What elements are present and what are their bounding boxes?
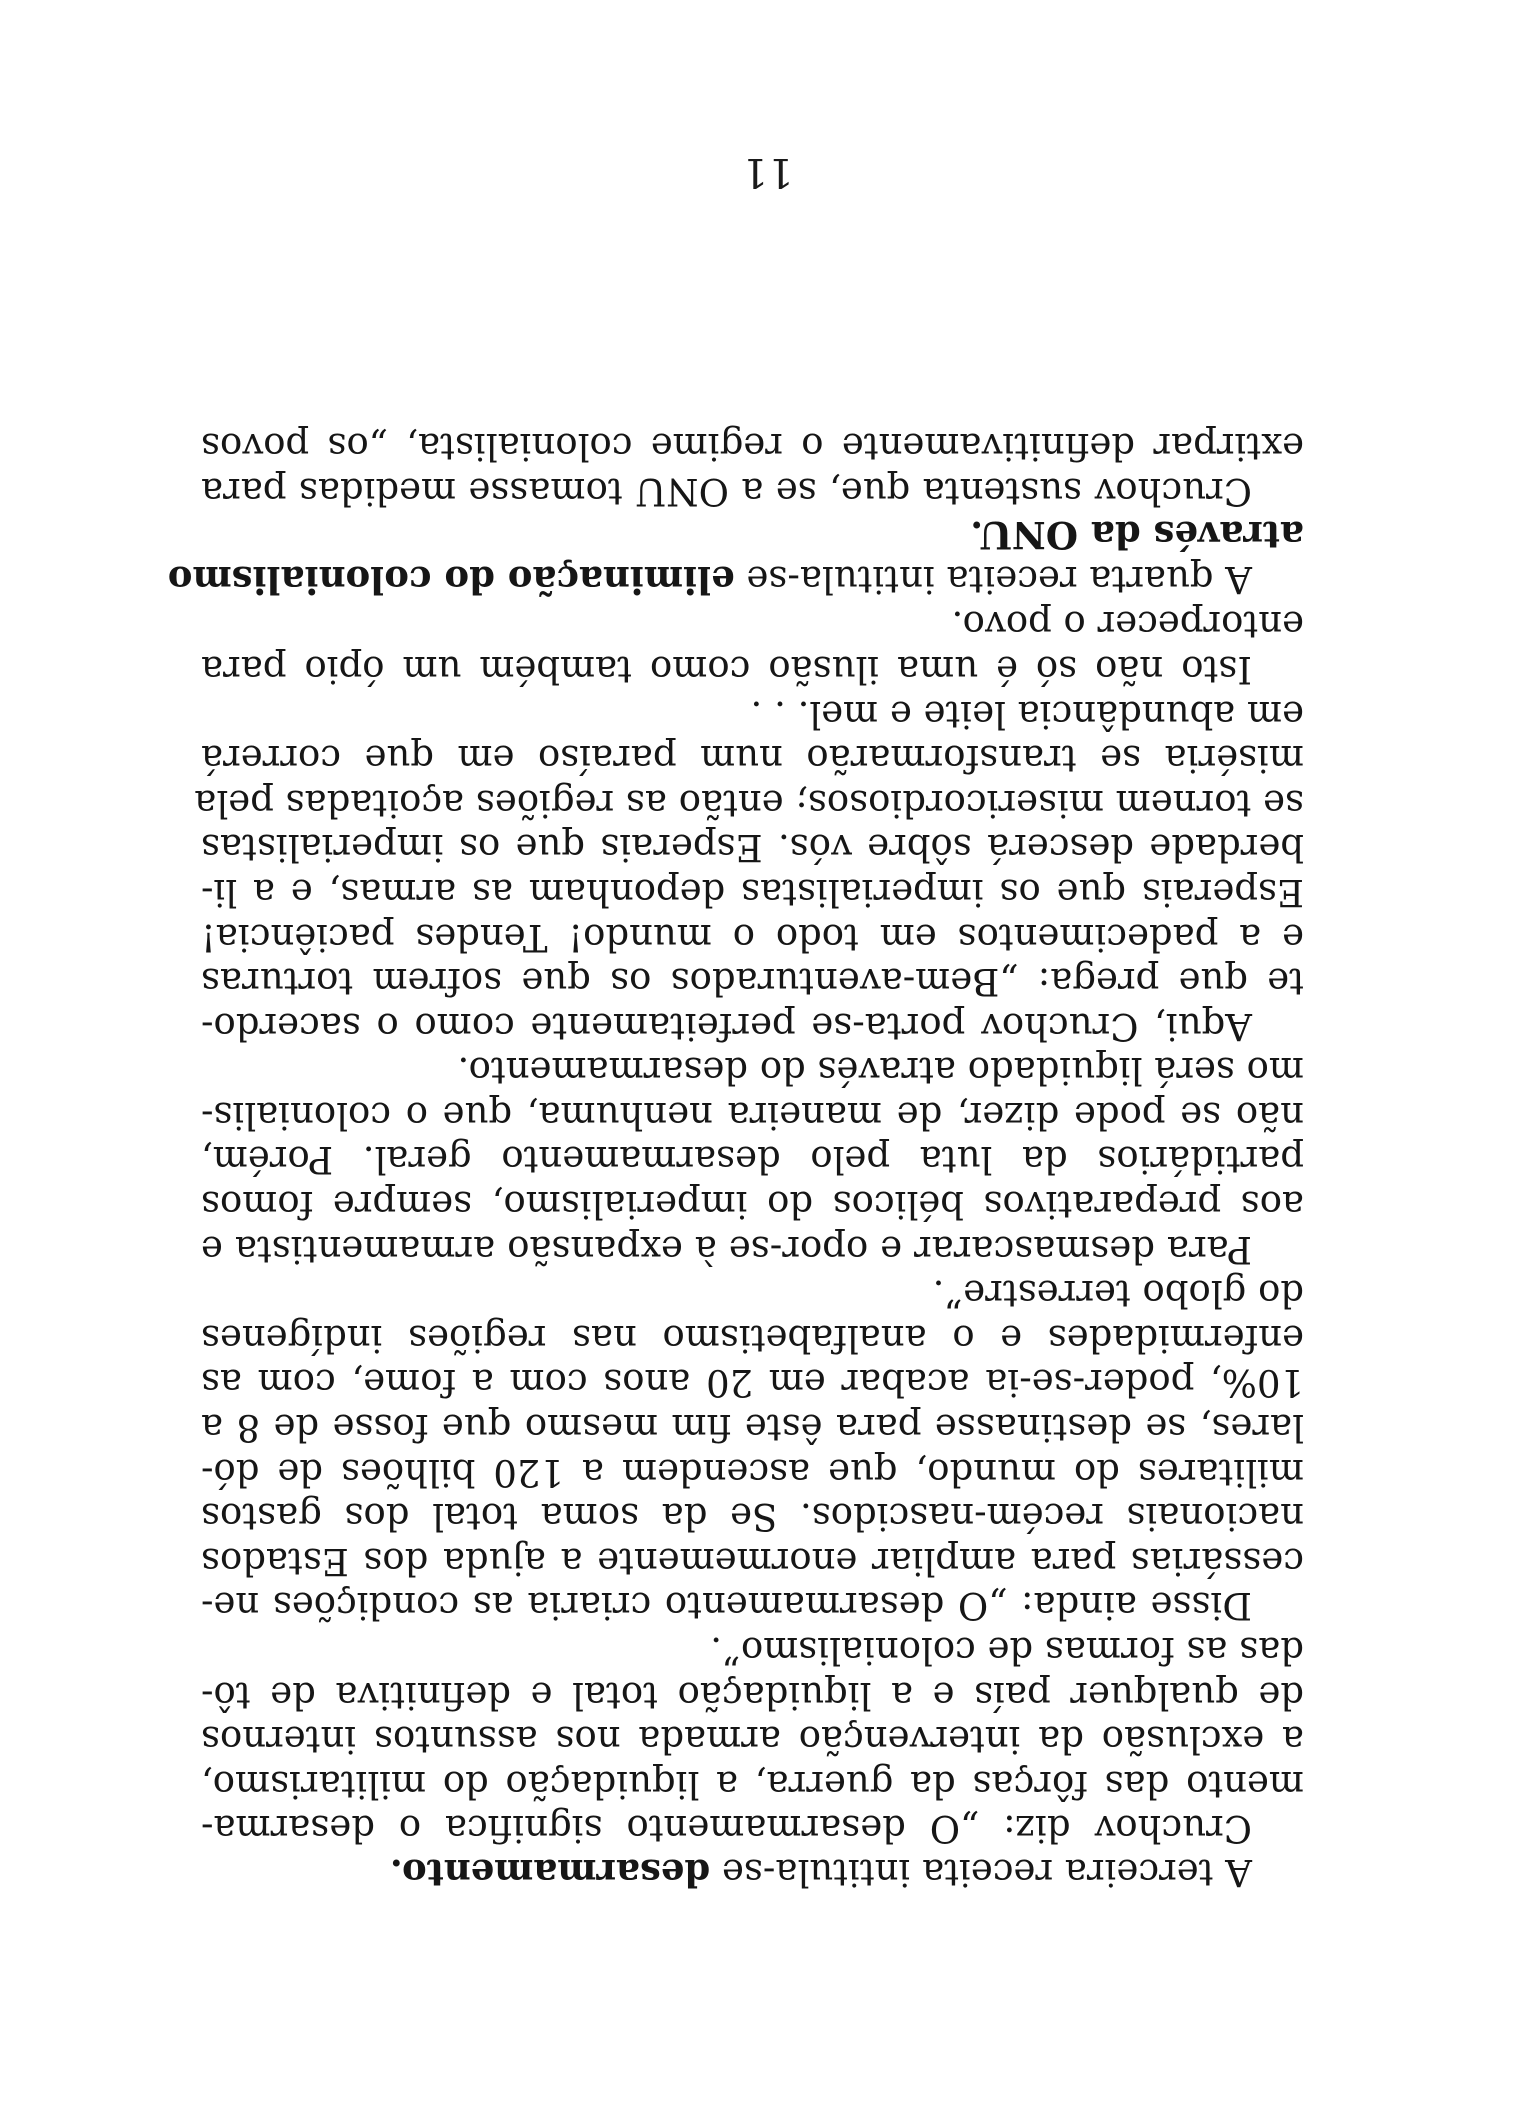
- text-line-content: miséria se transformarão num paraíso em que correrá: [201, 737, 1304, 781]
- text-line-content: te que prega: „Bem-aventurados os que sofrem torturas: [201, 960, 1304, 1004]
- text-line-content: Para desmascarar e opor-se à expansão armamentista e: [201, 1227, 1252, 1271]
- text-line-content: Aqui, Cruchov porta-se perfeitamente como o sacerdo-: [201, 1004, 1252, 1048]
- bold-phrase: desarmamento.: [389, 1851, 711, 1895]
- text-line-content: lares, se destinasse para êste fim mesmo que fosse de 8 a: [201, 1406, 1304, 1450]
- text-line: [201, 1583, 1304, 1628]
- text-line: [201, 1494, 1304, 1539]
- text-line: [194, 780, 1304, 825]
- text-line: [201, 1271, 1304, 1316]
- text-line-content: Disse ainda: „O desarmamento criaria as condições ne-: [201, 1584, 1252, 1628]
- text-line: [201, 513, 1304, 558]
- text-line-content: extirpar definitivamente o regime colonialista, „os povos: [201, 425, 1304, 468]
- text-line: [201, 1672, 1304, 1717]
- text-line: [201, 1850, 1304, 1895]
- page-number: 11: [742, 149, 794, 195]
- text-line-content: cessárias para ampliar enormemente a ajuda dos Estados: [201, 1539, 1304, 1583]
- text-line: [201, 959, 1304, 1004]
- text-line-content: nacionais recém-nascidos. Se da soma total dos gastos: [201, 1495, 1304, 1539]
- bold-phrase: eliminação do colonialismo: [167, 557, 735, 602]
- text-line-content: se tornem misericordiosos; então as regiões açoitadas pela: [194, 781, 1304, 825]
- text-line: [201, 1182, 1304, 1227]
- text-line: [201, 1315, 1304, 1360]
- text-line: [167, 557, 1304, 602]
- text-line-content: A quarta receita intitula-se: [734, 557, 1252, 601]
- text-line: [201, 1048, 1304, 1093]
- text-line: [201, 1404, 1304, 1449]
- text-line: [201, 1360, 1304, 1405]
- text-line-content: a exclusão da intervenção armada nos assuntos internos: [201, 1718, 1304, 1762]
- text-line-content: das as formas de colonialismo”.: [710, 1629, 1304, 1673]
- text-line: [201, 423, 1304, 468]
- body-text: [167, 423, 1304, 1895]
- text-line-content: mo será liquidado através do desarmamento.: [457, 1049, 1304, 1093]
- text-line: [201, 869, 1304, 914]
- text-line-content: mento das fôrças da guerra, a liquidação do militarismo,: [201, 1762, 1304, 1806]
- text-line-content: A terceira receita intitula-se: [710, 1851, 1252, 1894]
- text-line: [201, 468, 1304, 513]
- bold-phrase: através da ONU.: [970, 513, 1304, 558]
- text-line: [201, 691, 1304, 736]
- text-line: [201, 1761, 1304, 1806]
- text-line-content: militares do mundo, que ascendem a 120 bilhões de dó-: [201, 1450, 1304, 1494]
- text-line-content: Isto não só é uma ilusão como também um ópio para: [201, 647, 1252, 691]
- text-line-content: de qualquer país e a liquidação total e definitiva de tô-: [201, 1673, 1304, 1717]
- text-line: [201, 1717, 1304, 1762]
- text-line: [201, 736, 1304, 781]
- text-line-content: partidários da luta pelo desarmamento geral. Porém,: [201, 1138, 1304, 1182]
- text-line: [201, 825, 1304, 870]
- text-line-content: Esperais que os imperialistas deponham as armas, e a li-: [201, 870, 1304, 914]
- text-line: [201, 602, 1304, 647]
- text-line-content: 10%, poder-se-ia acabar em 20 anos com a fome, com as: [201, 1361, 1304, 1405]
- text-line-content: enfermidades e o analfabetismo nas regiões indígenes: [201, 1316, 1304, 1360]
- text-line: [201, 646, 1304, 691]
- text-line-content: do globo terrestre”.: [932, 1272, 1304, 1316]
- text-line-content: berdade descerá sôbre vós. Esperais que os imperialistas: [201, 826, 1304, 870]
- text-line: [201, 1137, 1304, 1182]
- text-line: [201, 1627, 1304, 1672]
- text-line: [201, 1806, 1304, 1851]
- text-line: [201, 1226, 1304, 1271]
- text-line: [201, 914, 1304, 959]
- text-line-content: em abundância leite e mel. . .: [750, 692, 1304, 736]
- text-line: [201, 1003, 1304, 1048]
- text-line-content: entorpecer o povo.: [951, 603, 1304, 647]
- text-line-content: aos preparativos bélicos do imperialismo, sempre fomos: [201, 1183, 1304, 1227]
- text-line: [201, 1092, 1304, 1137]
- text-line: [201, 1449, 1304, 1494]
- text-line-content: não se pode dizer, de maneira nenhuma, que o colonialis-: [201, 1093, 1304, 1137]
- text-line-content: Cruchov sustenta que, se a ONU tomasse medidas para: [201, 469, 1252, 513]
- text-line: [201, 1538, 1304, 1583]
- text-line-content: Cruchov diz: „O desarmamento significa o desarma-: [201, 1807, 1252, 1851]
- text-line-content: e a padecimentos em todo o mundo! Tendes paciência!: [201, 915, 1304, 959]
